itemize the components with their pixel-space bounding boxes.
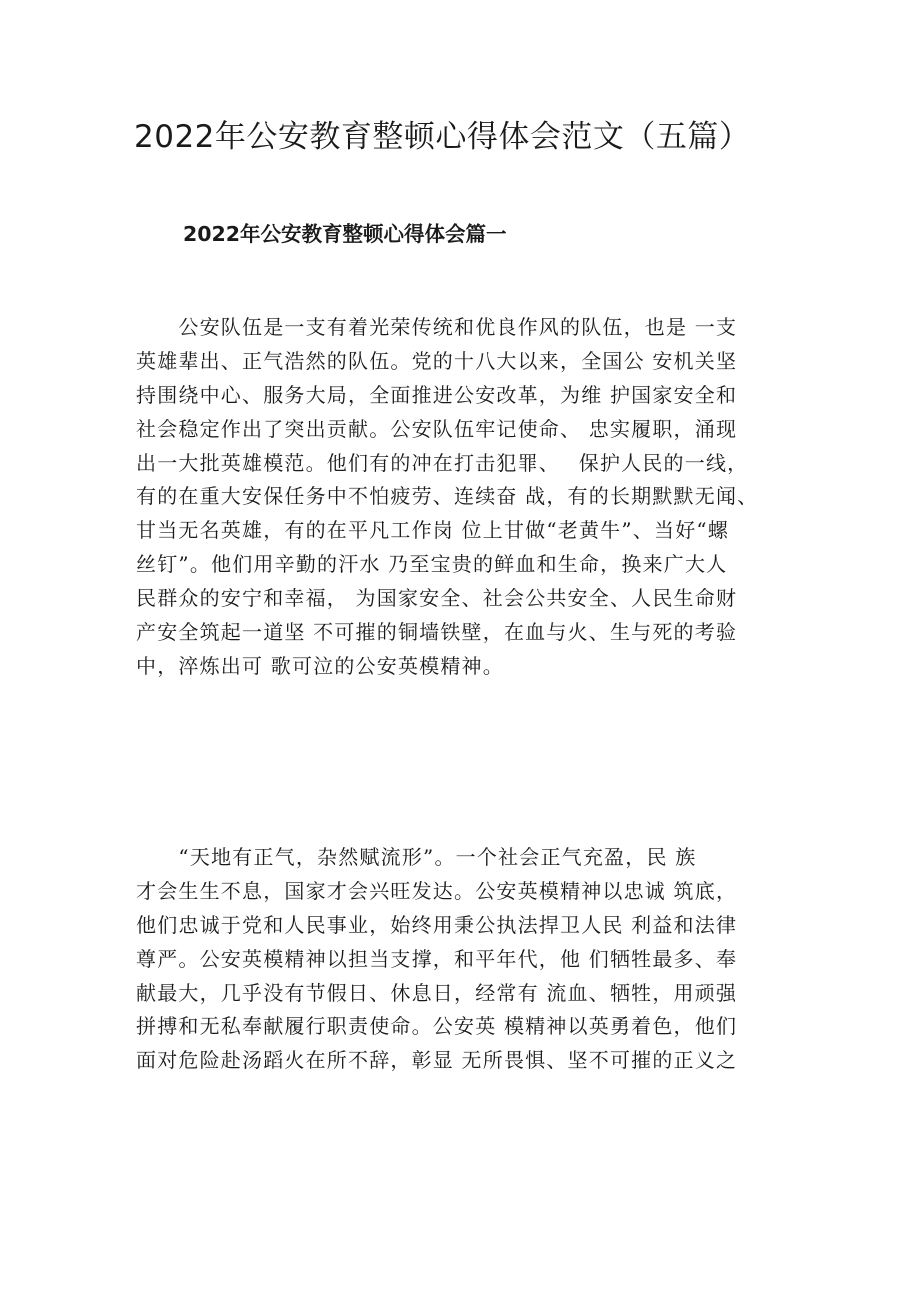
paragraph-line: 持围绕中心、服务大局，全面推进公安改革，为维 护国家安全和 [136,382,738,407]
paragraph-line: 尊严。公安英模精神以担当支撑，和平年代，他 们牺牲最多、奉 [136,946,738,971]
paragraph-line: 公安队伍是一支有着光荣传统和优良作风的队伍，也是 一支 [136,315,738,339]
paragraph-line: 丝钉”。他们用辛勤的汗水 乃至宝贵的鲜血和生命，换来广大人 [136,552,728,577]
document-title: 2022年公安教育整顿心得体会范文（五篇） [134,119,751,155]
paragraph-line: 英雄辈出、正气浩然的队伍。党的十八大以来，全国公 安机关坚 [136,348,738,373]
paragraph-line: 献最大，几乎没有节假日、休息日，经常有 流血、牺牲，用顽强 [136,980,738,1005]
paragraph-line: 甘当无名英雄，有的在平凡工作岗 位上甘做“老黄牛”、当好“螺 [136,518,730,543]
paragraph-line: 面对危险赴汤蹈火在所不辞，彰显 无所畏惧、坚不可摧的正义之 [136,1048,738,1073]
paragraph-line: “天地有正气，杂然赋流形”。一个社会正气充盈，民 族 [136,845,697,869]
paragraph-line: 社会稳定作出了突出贡献。公安队伍牢记使命、 忠实履职，涌现 [136,416,738,441]
section-heading: 2022年公安教育整顿心得体会篇一 [183,222,507,246]
paragraph-line: 拼搏和无私奉献履行职责使命。公安英 模精神以英勇着色，他们 [136,1014,738,1039]
paragraph-line: 民群众的安宁和幸福， 为国家安全、社会公共安全、人民生命财 [136,586,738,611]
paragraph-2 [136,841,796,1078]
paragraph-line: 才会生生不息，国家才会兴旺发达。公安英模精神以忠诚 筑底， [136,878,738,903]
paragraph-1 [136,311,796,684]
paragraph-line: 有的在重大安保任务中不怕疲劳、连续奋 战，有的长期默默无闻、 [136,484,759,509]
paragraph-line: 他们忠诚于党和人民事业，始终用秉公执法捍卫人民 利益和法律 [136,912,738,937]
paragraph-line: 中，淬炼出可 歌可泣的公安英模精神。 [136,653,504,678]
paragraph-line: 出一大批英雄模范。他们有的冲在打击犯罪、 保护人民的一线， [136,450,749,475]
paragraph-line: 产安全筑起一道坚 不可摧的铜墙铁壁，在血与火、生与死的考验 [136,620,738,645]
